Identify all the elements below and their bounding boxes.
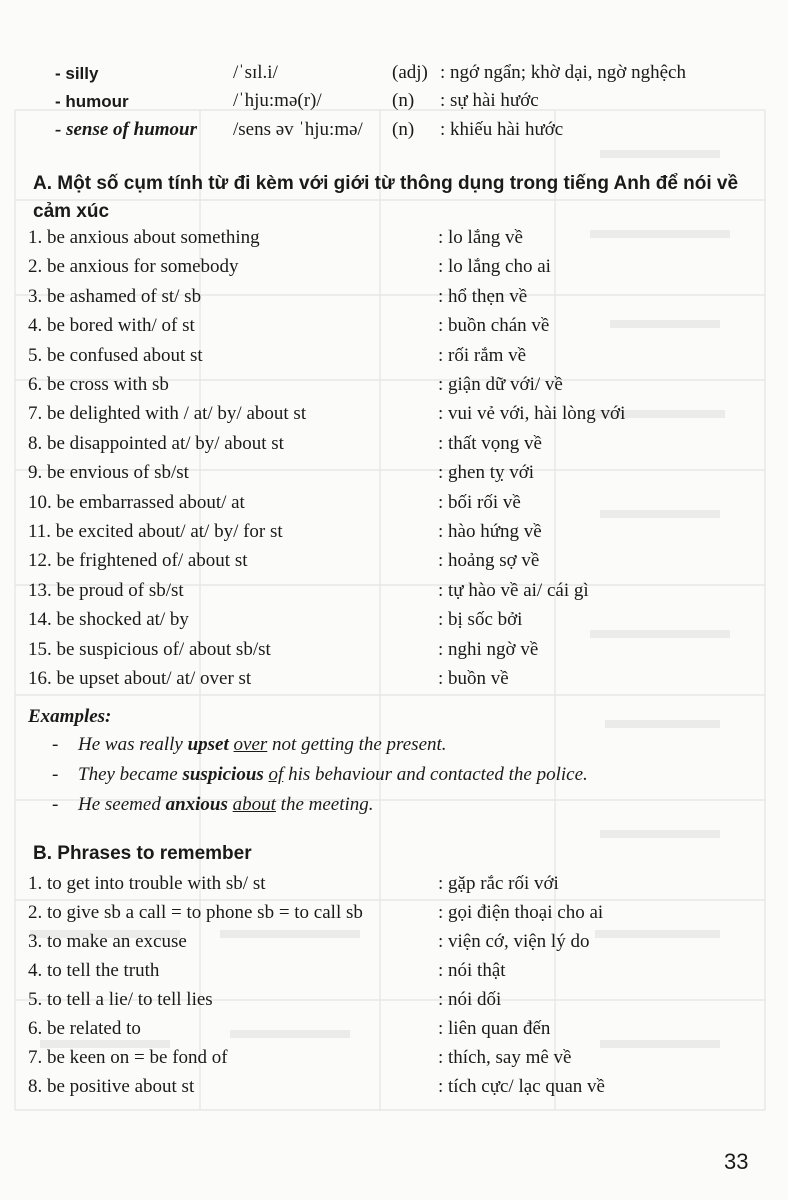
vocab-ipa: /ˈhju:mə(r)/ xyxy=(233,90,322,111)
example-prep: of xyxy=(268,764,284,785)
item-english: 8. be disappointed at/ by/ about st xyxy=(28,432,284,454)
item-vietnamese: : hoảng sợ về xyxy=(438,550,540,572)
item-english: 5. be confused about st xyxy=(28,344,203,366)
item-english: 10. be embarrassed about/ at xyxy=(28,491,245,513)
item-vietnamese: : ghen tỵ với xyxy=(438,462,535,484)
item-vietnamese: : hào hứng về xyxy=(438,521,542,542)
item-english: 3. to make an excuse xyxy=(28,931,187,952)
example-prep: over xyxy=(233,734,268,755)
list-item xyxy=(28,227,768,257)
item-vietnamese: : gặp rắc rối với xyxy=(438,873,559,894)
item-vietnamese: : buồn về xyxy=(438,668,509,689)
vocab-meaning: : khiếu hài hước xyxy=(440,119,564,140)
example-text xyxy=(78,764,588,786)
example-adj: suspicious xyxy=(182,764,264,785)
example-pre: He was really xyxy=(78,734,188,755)
item-vietnamese: : liên quan đến xyxy=(438,1018,551,1039)
vocab-word: - silly xyxy=(55,64,99,83)
list-item xyxy=(28,1047,768,1077)
list-item xyxy=(28,873,768,903)
vocab-word: - humour xyxy=(55,92,129,111)
item-vietnamese: : gọi điện thoại cho ai xyxy=(438,902,604,923)
page-number: 33 xyxy=(724,1149,749,1174)
example-post: not getting the present. xyxy=(267,734,447,755)
item-english: 15. be suspicious of/ about sb/st xyxy=(28,638,271,660)
item-english: 5. to tell a lie/ to tell lies xyxy=(28,989,213,1010)
bullet-dash: - xyxy=(52,794,59,815)
item-vietnamese: : buồn chán về xyxy=(438,315,550,337)
item-english: 7. be delighted with / at/ by/ about st xyxy=(28,403,307,425)
bullet-dash: - xyxy=(52,734,59,755)
vocab-meaning: : ngớ ngẩn; khờ dại, ngờ nghệch xyxy=(440,62,686,83)
item-vietnamese: : thất vọng về xyxy=(438,432,542,454)
list-item xyxy=(28,462,768,492)
item-english: 3. be ashamed of st/ sb xyxy=(28,285,202,307)
example-pre: They became xyxy=(78,764,183,785)
example-pre: He seemed xyxy=(78,794,166,815)
example-adj: upset xyxy=(187,734,229,755)
list-item xyxy=(28,960,768,990)
item-english: 4. to tell the truth xyxy=(28,960,160,981)
item-english: 9. be envious of sb/st xyxy=(28,462,189,484)
vocab-word: - sense of humour xyxy=(55,119,197,140)
section-b-heading: B. Phrases to remember xyxy=(33,843,252,864)
item-vietnamese: : vui vẻ với, hài lòng với xyxy=(438,403,626,425)
list-item xyxy=(28,403,768,433)
list-item xyxy=(28,345,768,375)
item-english: 13. be proud of sb/st xyxy=(28,579,184,601)
list-item xyxy=(28,580,768,610)
list-item xyxy=(28,1076,768,1106)
item-vietnamese: : lo lắng cho ai xyxy=(438,256,551,278)
list-item xyxy=(28,433,768,463)
list-item xyxy=(28,550,768,580)
item-vietnamese: : thích, say mê về xyxy=(438,1047,572,1068)
item-english: 7. be keen on = be fond of xyxy=(28,1047,228,1068)
item-vietnamese: : tích cực/ lạc quan về xyxy=(438,1076,605,1097)
item-vietnamese: : rối rắm về xyxy=(438,344,527,366)
list-item xyxy=(28,639,768,669)
list-item xyxy=(28,668,768,698)
item-english: 12. be frightened of/ about st xyxy=(28,550,248,572)
example-post: his behaviour and contacted the police. xyxy=(283,764,588,785)
item-vietnamese: : bị sốc bởi xyxy=(438,609,523,631)
item-english: 2. be anxious for somebody xyxy=(28,256,239,278)
item-english: 2. to give sb a call = to phone sb = to call sb xyxy=(28,902,363,923)
vocab-ipa: /sens əv ˈhju:mə/ xyxy=(233,119,363,140)
list-item xyxy=(28,521,768,551)
list-item xyxy=(28,286,768,316)
item-english: 16. be upset about/ at/ over st xyxy=(28,668,252,689)
list-item xyxy=(28,989,768,1019)
example-text xyxy=(78,794,374,816)
vocab-meaning: : sự hài hước xyxy=(440,90,539,111)
item-english: 1. to get into trouble with sb/ st xyxy=(28,873,266,894)
item-vietnamese: : lo lắng về xyxy=(438,227,523,248)
list-item xyxy=(28,492,768,522)
example-prep: about xyxy=(232,794,276,815)
item-vietnamese: : nghi ngờ về xyxy=(438,638,539,660)
example-adj: anxious xyxy=(165,794,228,815)
examples-title: Examples: xyxy=(28,706,112,727)
item-english: 1. be anxious about something xyxy=(28,227,260,248)
item-vietnamese: : bối rối về xyxy=(438,491,521,513)
section-a-heading: A. Một số cụm tính từ đi kèm với giới từ thông dụng trong tiếng Anh để nói về cảm xúc xyxy=(33,173,739,222)
bullet-dash: - xyxy=(52,764,59,785)
list-item xyxy=(28,1018,768,1048)
item-english: 6. be cross with sb xyxy=(28,374,169,395)
vocab-pos: (n) xyxy=(392,119,415,140)
list-item xyxy=(28,374,768,404)
item-vietnamese: : giận dữ với/ về xyxy=(438,374,563,395)
item-english: 4. be bored with/ of st xyxy=(28,315,195,337)
item-vietnamese: : viện cớ, viện lý do xyxy=(438,931,590,952)
list-item xyxy=(28,609,768,639)
item-english: 8. be positive about st xyxy=(28,1076,195,1097)
vocab-ipa: /ˈsɪl.i/ xyxy=(233,62,278,83)
item-english: 6. be related to xyxy=(28,1018,141,1039)
vocab-pos: (adj) xyxy=(392,62,428,83)
item-english: 11. be excited about/ at/ by/ for st xyxy=(28,521,283,542)
example-text xyxy=(78,734,447,756)
item-english: 14. be shocked at/ by xyxy=(28,609,189,631)
vocab-pos: (n) xyxy=(392,90,415,111)
list-item xyxy=(28,256,768,286)
example-post: the meeting. xyxy=(275,794,374,815)
item-vietnamese: : nói thật xyxy=(438,960,506,981)
list-item xyxy=(28,902,768,932)
item-vietnamese: : tự hào về ai/ cái gì xyxy=(438,579,589,601)
list-item xyxy=(28,315,768,345)
item-vietnamese: : hổ thẹn về xyxy=(438,285,528,307)
list-item xyxy=(28,931,768,961)
item-vietnamese: : nói dối xyxy=(438,989,502,1010)
